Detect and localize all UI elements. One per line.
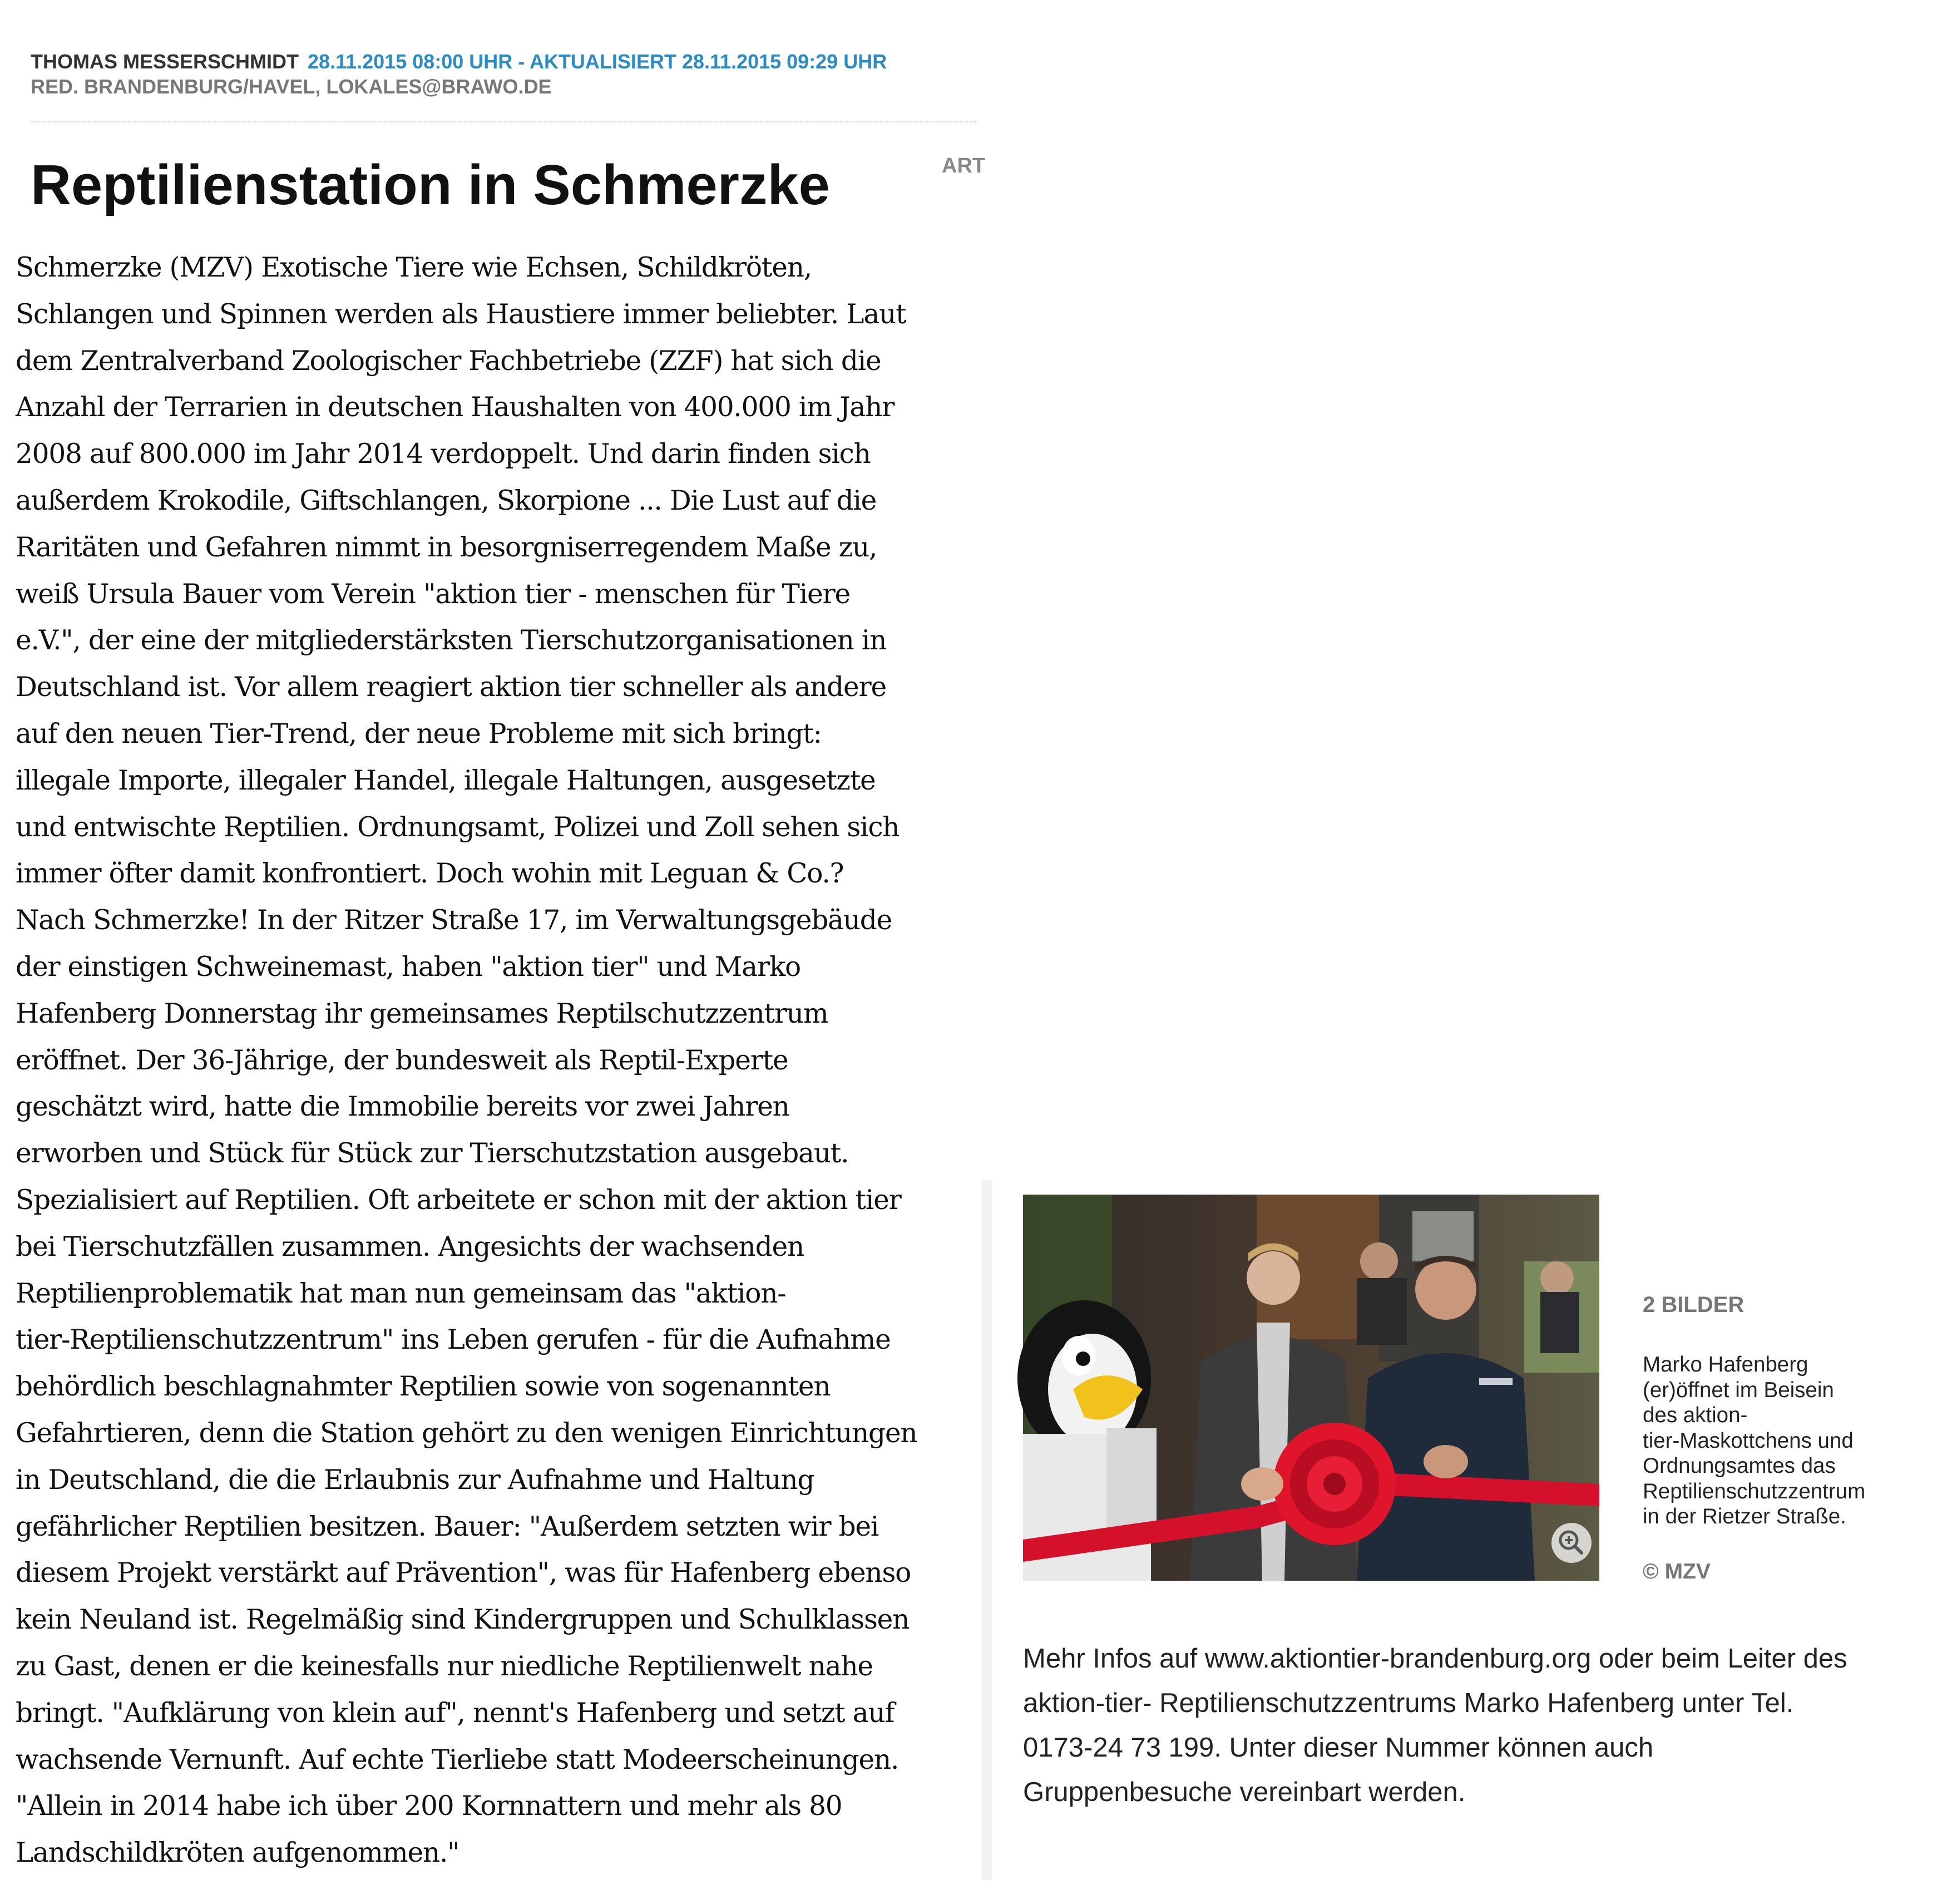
body-line: Hafenberg Donnerstag ihr gemeinsames Reptilschutzzentrum: [16, 998, 828, 1029]
body-line: und entwischte Reptilien. Ordnungsamt, Polizei und Zoll sehen sich: [16, 811, 900, 843]
body-line: wachsende Vernunft. Auf echte Tierliebe statt Modeerscheinungen.: [16, 1744, 899, 1775]
body-line: Reptilienproblematik hat man nun gemeinsam das "aktion-: [16, 1277, 786, 1309]
info-line: Mehr Infos auf www.aktiontier-brandenburg.org oder beim Leiter des: [1023, 1644, 1847, 1674]
article-photo[interactable]: [1023, 1195, 1599, 1581]
body-line: in Deutschland, die die Erlaubnis zur Aufnahme und Haltung: [16, 1464, 814, 1496]
body-line: diesem Projekt verstärkt auf Prävention", was für Hafenberg ebenso: [16, 1557, 911, 1589]
body-line: Nach Schmerzke! In der Ritzer Straße 17, im Verwaltungsgebäude: [16, 905, 892, 936]
body-line: dem Zentralverband Zoologischer Fachbetriebe (ZZF) hat sich die: [16, 345, 881, 377]
zoom-button[interactable]: [1551, 1523, 1592, 1563]
caption-line: Ordnungsamtes das: [1643, 1454, 1836, 1478]
body-line: erworben und Stück für Stück zur Tierschutzstation ausgebaut.: [16, 1138, 849, 1170]
body-line: geschätzt wird, hatte die Immobilie bereits vor zwei Jahren: [16, 1091, 789, 1123]
byline: [31, 49, 976, 74]
info-line: aktion-tier- Reptilienschutzzentrums Marko Hafenberg unter Tel.: [1023, 1688, 1794, 1718]
body-line: behördlich beschlagnahmter Reptilien sowie von sogenannten: [16, 1371, 831, 1403]
body-line: immer öfter damit konfrontiert. Doch wohin mit Leguan & Co.?: [16, 858, 844, 890]
body-line: kein Neuland ist. Regelmäßig sind Kindergruppen und Schulklassen: [16, 1604, 910, 1636]
photo-copyright: © MZV: [1643, 1560, 1711, 1584]
gallery-count[interactable]: 2 BILDER: [1643, 1293, 1745, 1317]
article-headline: Reptilienstation in Schmerzke: [31, 154, 830, 216]
caption-line: (er)öffnet im Beisein: [1643, 1378, 1834, 1402]
body-line: außerdem Krokodile, Giftschlangen, Skorpione ... Die Lust auf die: [16, 485, 877, 516]
article-meta: [31, 49, 976, 99]
photo-illustration: [1023, 1195, 1599, 1581]
info-line: Gruppenbesuche vereinbart werden.: [1023, 1777, 1466, 1807]
body-line: e.V.", der eine der mitgliederstärksten Tierschutzorganisationen in: [16, 625, 887, 657]
ribbon-bow: [1273, 1423, 1396, 1545]
body-line: Raritäten und Gefahren nimmt in besorgniserregendem Maße zu,: [16, 531, 877, 563]
caption-line: tier-Maskottchens und: [1643, 1428, 1854, 1453]
more-info-box: [1023, 1636, 1935, 1814]
caption-line: des aktion-: [1643, 1403, 1748, 1427]
body-line: Schmerzke (MZV) Exotische Tiere wie Echsen, Schildkröten,: [16, 252, 812, 283]
body-line: Landschildkröten aufgenommen.": [16, 1837, 459, 1869]
caption-line: in der Rietzer Straße.: [1643, 1505, 1846, 1528]
meta-divider: [31, 121, 976, 122]
article-body: [16, 245, 978, 1877]
body-line: illegale Importe, illegaler Handel, illegale Haltungen, ausgesetzte: [16, 764, 876, 796]
column-divider: [981, 1180, 992, 1880]
body-line: gefährlicher Reptilien besitzen. Bauer: "Außerdem setzten wir bei: [16, 1511, 879, 1542]
editorial-contact: RED. BRANDENBURG/HAVEL, LOKALES@BRAWO.DE: [31, 75, 552, 98]
caption-line: Reptilienschutzzentrum: [1643, 1479, 1866, 1503]
photo-caption: [1643, 1352, 1921, 1530]
body-line: weiß Ursula Bauer vom Verein "aktion tier - menschen für Tiere: [16, 578, 850, 610]
body-line: auf den neuen Tier-Trend, der neue Probleme mit sich bringt:: [16, 718, 822, 749]
body-line: tier-Reptilienschutzzentrum" ins Leben gerufen - für die Aufnahme: [16, 1324, 891, 1356]
body-line: Anzahl der Terrarien in deutschen Haushalten von 400.000 im Jahr: [16, 392, 895, 423]
dateline: 28.11.2015 08:00 UHR - AKTUALISIERT 28.11.2015 09:29 UHR: [308, 50, 887, 73]
body-line: Deutschland ist. Vor allem reagiert aktion tier schneller als andere: [16, 672, 886, 703]
info-line: 0173-24 73 199. Unter dieser Nummer können auch: [1023, 1733, 1654, 1763]
body-line: eröffnet. Der 36-Jährige, der bundesweit als Reptil-Experte: [16, 1044, 788, 1076]
body-line: bringt. "Aufklärung von klein auf", nennt's Hafenberg und setzt auf: [16, 1697, 895, 1729]
author-name: THOMAS MESSERSCHMIDT: [31, 50, 299, 73]
body-line: der einstigen Schweinemast, haben "aktion tier" und Marko: [16, 951, 801, 983]
body-line: 2008 auf 800.000 im Jahr 2014 verdoppelt. Und darin finden sich: [16, 438, 871, 470]
magnifier-plus-icon: [1551, 1523, 1592, 1563]
body-line: Schlangen und Spinnen werden als Haustiere immer beliebter. Laut: [16, 298, 906, 330]
body-line: zu Gast, denen er die keinesfalls nur niedliche Reptilienwelt nahe: [16, 1650, 873, 1682]
body-line: bei Tierschutzfällen zusammen. Angesichts der wachsenden: [16, 1231, 804, 1262]
body-line: Gefahrtieren, denn die Station gehört zu den wenigen Einrichtungen: [16, 1417, 917, 1449]
body-line: Spezialisiert auf Reptilien. Oft arbeitete er schon mit der aktion tier: [16, 1184, 901, 1216]
body-line: "Allein in 2014 habe ich über 200 Kornnattern und mehr als 80: [16, 1790, 842, 1822]
truncated-side-tag: ART: [942, 154, 986, 177]
caption-line: Marko Hafenberg: [1643, 1353, 1808, 1377]
